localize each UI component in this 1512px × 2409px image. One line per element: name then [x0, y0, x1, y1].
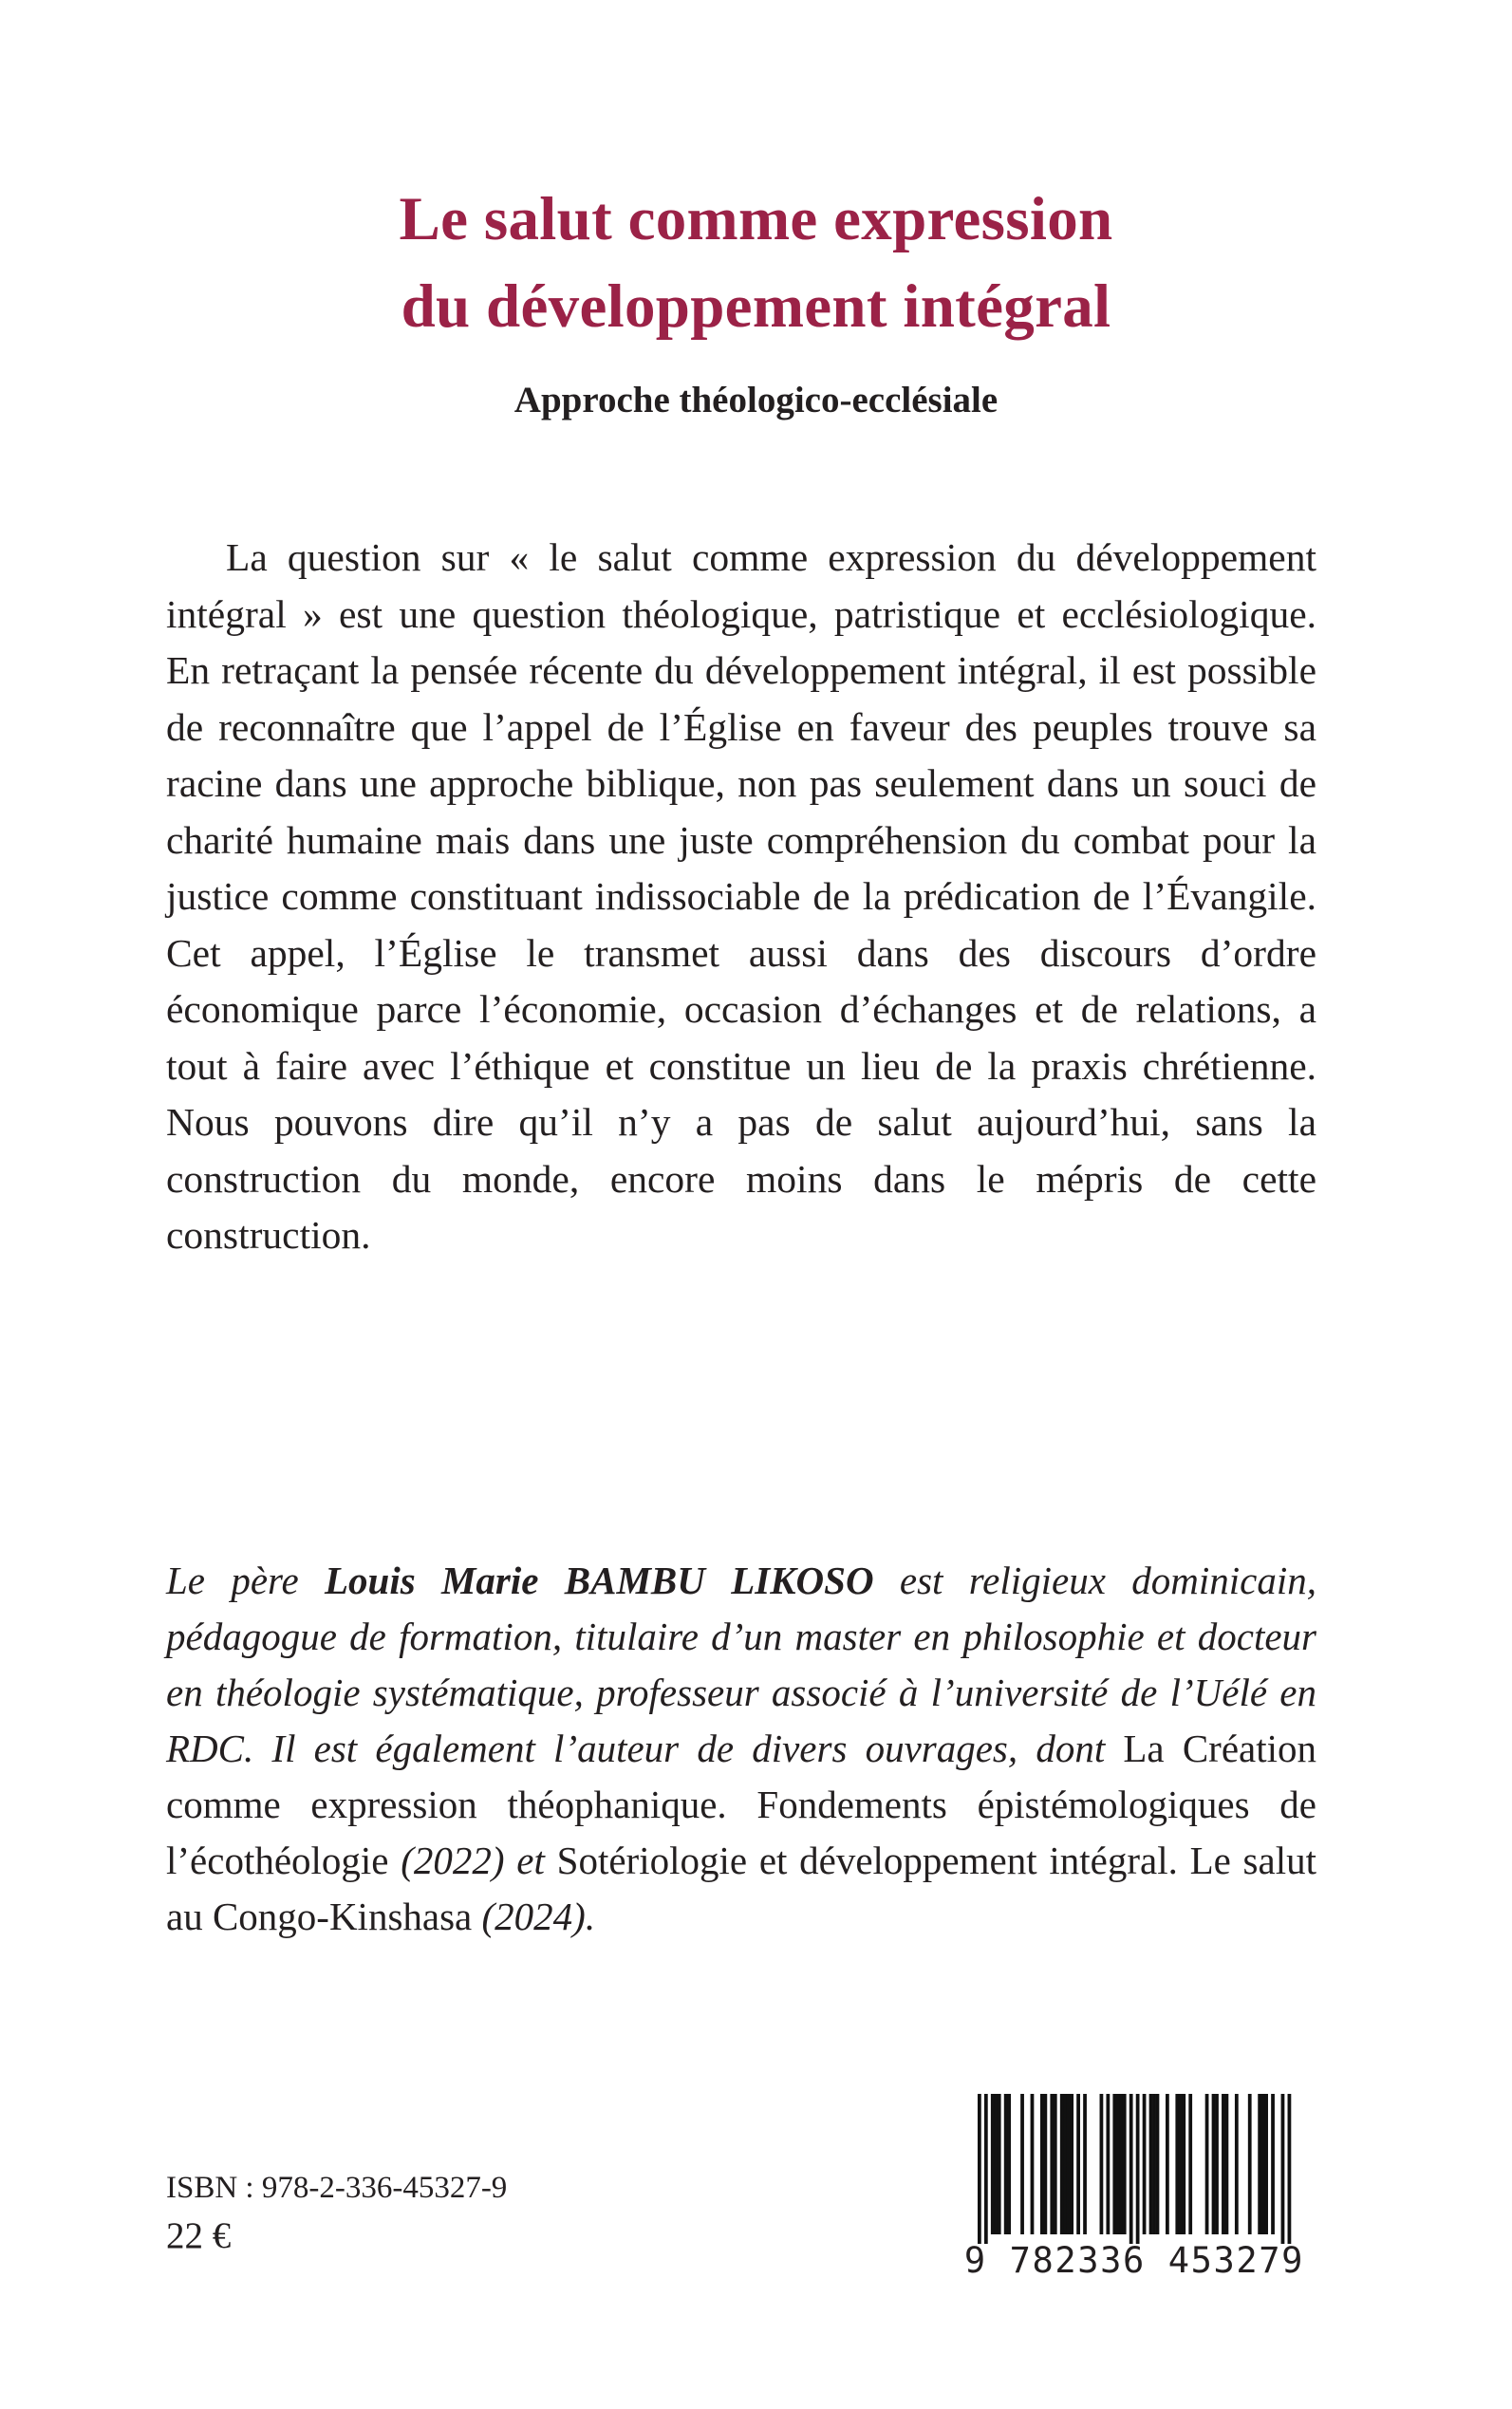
barcode-bar — [1212, 2094, 1216, 2234]
barcode-bar — [1136, 2094, 1140, 2244]
barcode-bar — [978, 2094, 981, 2244]
barcode-digits: 9 782336 453279 — [963, 2240, 1305, 2281]
barcode-bars — [949, 2092, 1319, 2244]
book2-year: (2024). — [472, 1895, 596, 1938]
barcode-bar — [1182, 2094, 1185, 2234]
barcode-bar — [1067, 2094, 1071, 2234]
bio-intro: Le père — [166, 1559, 325, 1602]
book-title — [0, 176, 1512, 350]
barcode-bar — [1076, 2094, 1080, 2234]
author-biography — [166, 1553, 1316, 1945]
isbn-label: ISBN : 978-2-336-45327-9 — [166, 2171, 508, 2205]
barcode-bar — [1156, 2094, 1160, 2234]
book-title-line2: du développement intégral — [401, 272, 1111, 341]
barcode-bar — [1031, 2094, 1035, 2234]
barcode-bar — [1175, 2094, 1179, 2234]
barcode-bar — [1116, 2094, 1120, 2234]
barcode-bar — [1152, 2094, 1156, 2234]
barcode-bar — [1288, 2094, 1292, 2244]
barcode-bar — [1007, 2094, 1011, 2234]
book-title-line1: Le salut comme expression — [399, 185, 1113, 253]
barcode-bar — [984, 2094, 988, 2244]
barcode-bar — [1050, 2094, 1054, 2234]
author-name: Louis Marie BAMBU LIKOSO — [324, 1559, 874, 1602]
barcode-bar — [1100, 2094, 1104, 2234]
barcode-bar — [1271, 2094, 1275, 2234]
barcode — [949, 2092, 1319, 2282]
barcode-bar — [1179, 2094, 1183, 2234]
barcode-bar — [1143, 2094, 1147, 2234]
barcode-bar — [1040, 2094, 1044, 2234]
barcode-bar — [1020, 2094, 1024, 2234]
book1-title: La Création comme expression théophanique. Fondements épistémologiques de l’écothéologie — [166, 1727, 1316, 1882]
barcode-bar — [1060, 2094, 1064, 2234]
barcode-bar — [1070, 2094, 1073, 2234]
price-label: 22 € — [166, 2215, 232, 2256]
barcode-bar — [1235, 2094, 1239, 2234]
barcode-bar — [998, 2094, 1001, 2234]
barcode-bar — [1043, 2094, 1047, 2234]
barcode-bar — [1261, 2094, 1265, 2234]
barcode-bar — [1112, 2094, 1116, 2234]
barcode-bar — [1054, 2094, 1057, 2234]
barcode-bar — [1222, 2094, 1225, 2234]
barcode-bar — [994, 2094, 998, 2234]
book-subtitle: Approche théologico-ecclésiale — [513, 380, 999, 420]
barcode-bar — [1106, 2094, 1110, 2234]
barcode-bar — [1258, 2094, 1261, 2234]
barcode-bar — [991, 2094, 995, 2234]
barcode-bar — [1281, 2094, 1285, 2244]
barcode-bar — [1149, 2094, 1153, 2234]
barcode-bar — [1063, 2094, 1067, 2234]
barcode-bar — [1083, 2094, 1087, 2234]
barcode-bar — [1166, 2094, 1169, 2234]
barcode-bar — [1215, 2094, 1219, 2234]
barcode-bar — [1004, 2094, 1008, 2234]
barcode-bar — [1119, 2094, 1123, 2234]
barcode-bar — [1123, 2094, 1127, 2234]
back-cover-blurb: La question sur « le salut comme expression du développement intégral » est une question théologique, patristique et ecclésiologique. En retraçant la pensée récente du développement intégral, il est possible de reconnaître que l’appel de l’Église en faveur des peuples trouve sa racine dans une approche biblique, non pas seulement dans un souci de charité humaine mais dans une juste compréhension du combat pour la justice comme constituant indissociable de la prédication de l’Évangile. Cet appel, l’Église le transmet aussi dans des discours d’ordre économique parce l’économie, occasion d’échanges et de relations, a tout à faire avec l’éthique et constitue un lieu de la praxis chrétienne. Nous pouvons dire qu’il n’y a pas de salut aujourd’hui, sans la construction du monde, encore moins dans le mépris de cette construction. — [166, 535, 1316, 1257]
barcode-bar — [1129, 2094, 1133, 2244]
bio-description: est religieux dominicain, pédagogue de formation, titulaire d’un master en philosophie et docteur en théologie systématique, professeur associé à l’université de l’Uélé en RDC. Il est également l’auteur de divers ouvrages, dont — [166, 1559, 1316, 1770]
barcode-bar — [1248, 2094, 1252, 2234]
barcode-bar — [1264, 2094, 1268, 2234]
barcode-bar — [1225, 2094, 1229, 2234]
book1-year: (2022) et — [388, 1839, 557, 1882]
barcode-bar — [1205, 2094, 1209, 2234]
book2-title: Sotériologie et développement intégral. Le salut au Congo-Kinshasa — [166, 1839, 1316, 1938]
barcode-bar — [1188, 2094, 1192, 2234]
